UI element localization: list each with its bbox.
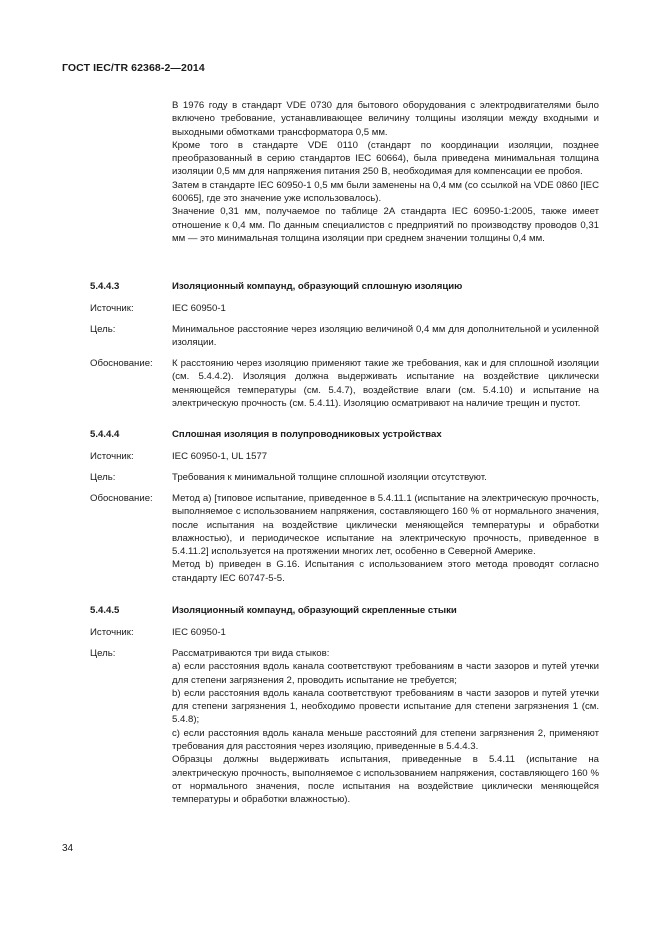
rationale-text-block	[172, 357, 599, 410]
source-value: IEC 60950-1, UL 1577	[172, 451, 268, 462]
purpose-text: Минимальное расстояние через изоляцию величиной 0,4 мм для дополнительной и усиленной изоляции.	[172, 324, 599, 349]
section-title: Изоляционный компаунд, образующий сплошную изоляцию	[172, 281, 463, 292]
document-header: ГОСТ IEC/TR 62368-2—2014	[62, 62, 205, 74]
source-label: Источник:	[90, 303, 134, 314]
intro-paragraph: Затем в стандарте IEC 60950-1 0,5 мм были заменены на 0,4 мм (со ссылкой на VDE 0860 [IEC 60065], где это значение уже использовалось).	[172, 179, 599, 205]
intro-paragraph: Значение 0,31 мм, получаемое по таблице 2А стандарта IEC 60950-1:2005, также имеет отношение к 0,4 мм. По данным специалистов с предприятий по производству проводов 0,31 мм — это минимальная толщина изоляции при среднем значении толщины 0,4 мм.	[172, 206, 599, 244]
section-number: 5.4.4.5	[90, 605, 120, 616]
purpose-paragraph: Рассматриваются три вида стыков:	[172, 648, 330, 659]
rationale-label: Обоснование:	[90, 493, 153, 504]
purpose-label: Цель:	[90, 648, 116, 659]
section-number: 5.4.4.4	[90, 429, 120, 440]
rationale-paragraph: Метод а) [типовое испытание, приведенное в 5.4.11.1 (испытание на электрическую прочность, выполняемое с использованием напряжения, составляющего 160 % от нормального значения, после испытания на воздействие циклически меняющейся температуры и обработки влажностью), и периодическое испытание на электрическую прочность, приведенное в 5.4.11.2] используется на протяжении многих лет, особенно в Северной Америке.	[172, 493, 599, 558]
rationale-paragraph: Метод b) приведен в G.16. Испытания с использованием этого метода проводят согласно стандарту IEC 60747-5-5.	[172, 559, 599, 584]
rationale-text-block	[172, 492, 599, 585]
intro-text-block	[172, 99, 599, 245]
purpose-label: Цель:	[90, 324, 116, 335]
purpose-text: Требования к минимальной толщине сплошной изоляции отсутствуют.	[172, 472, 487, 483]
section-title: Сплошная изоляция в полупроводниковых устройствах	[172, 429, 442, 440]
intro-paragraph: Кроме того в стандарте VDE 0110 (стандарт по координации изоляции, позднее преобразованный в серию стандартов IEC 60664), была приведена минимальная толщина изоляции 0,5 мм для напряжения питания 250 В, необходимая для компенсации ее пробоя.	[172, 139, 599, 178]
purpose-text-block	[172, 647, 599, 807]
page-number: 34	[62, 843, 74, 854]
source-value: IEC 60950-1	[172, 627, 226, 638]
purpose-paragraph: Образцы должны выдерживать испытания, приведенные в 5.4.11 (испытание на электрическую прочность, выполняемое с использованием напряжения, составляющего 160 % от нормального значения, после испытания на воздействие циклически меняющейся температуры и обработки влажностью).	[172, 754, 599, 806]
purpose-label: Цель:	[90, 472, 116, 483]
source-label: Источник:	[90, 627, 134, 638]
purpose-list-item-b: b) если расстояния вдоль канала соответствуют требованиям в части зазоров и путей утечки для степени загрязнения 1, необходимо провести испытание для степени загрязнения 1 (см. 5.4.8);	[172, 687, 599, 726]
source-value: IEC 60950-1	[172, 303, 226, 314]
intro-paragraph: В 1976 году в стандарт VDE 0730 для бытового оборудования с электродвигателями было включено требование, устанавливающее величину толщины изоляции между входными и выходными обмотками трансформатора 0,5 мм.	[172, 100, 599, 138]
purpose-list-item-c: c) если расстояния вдоль канала меньше расстояний для степени загрязнения 2, применяют требования для расстояния через изоляцию, приведенные в 5.4.4.3.	[172, 727, 599, 753]
section-number: 5.4.4.3	[90, 281, 120, 292]
rationale-label: Обоснование:	[90, 358, 153, 369]
source-label: Источник:	[90, 451, 134, 462]
section-title: Изоляционный компаунд, образующий скрепленные стыки	[172, 605, 457, 616]
rationale-paragraph: К расстоянию через изоляцию применяют такие же требования, как и для сплошной изоляции (см. 5.4.4.2). Изоляция должна выдерживать испытание на воздействие циклически меняющейся температуры (см. 5.4.7), воздействие влаги (см. 5.4.10) и испытание на электрическую прочность (см. 5.4.11). Изоляцию осматривают на наличие трещин и пустот.	[172, 358, 599, 409]
purpose-list-item-a: a) если расстояния вдоль канала соответствуют требованиям в части зазоров и путей утечки для степени загрязнения 2, проводить испытание не требуется;	[172, 661, 599, 686]
